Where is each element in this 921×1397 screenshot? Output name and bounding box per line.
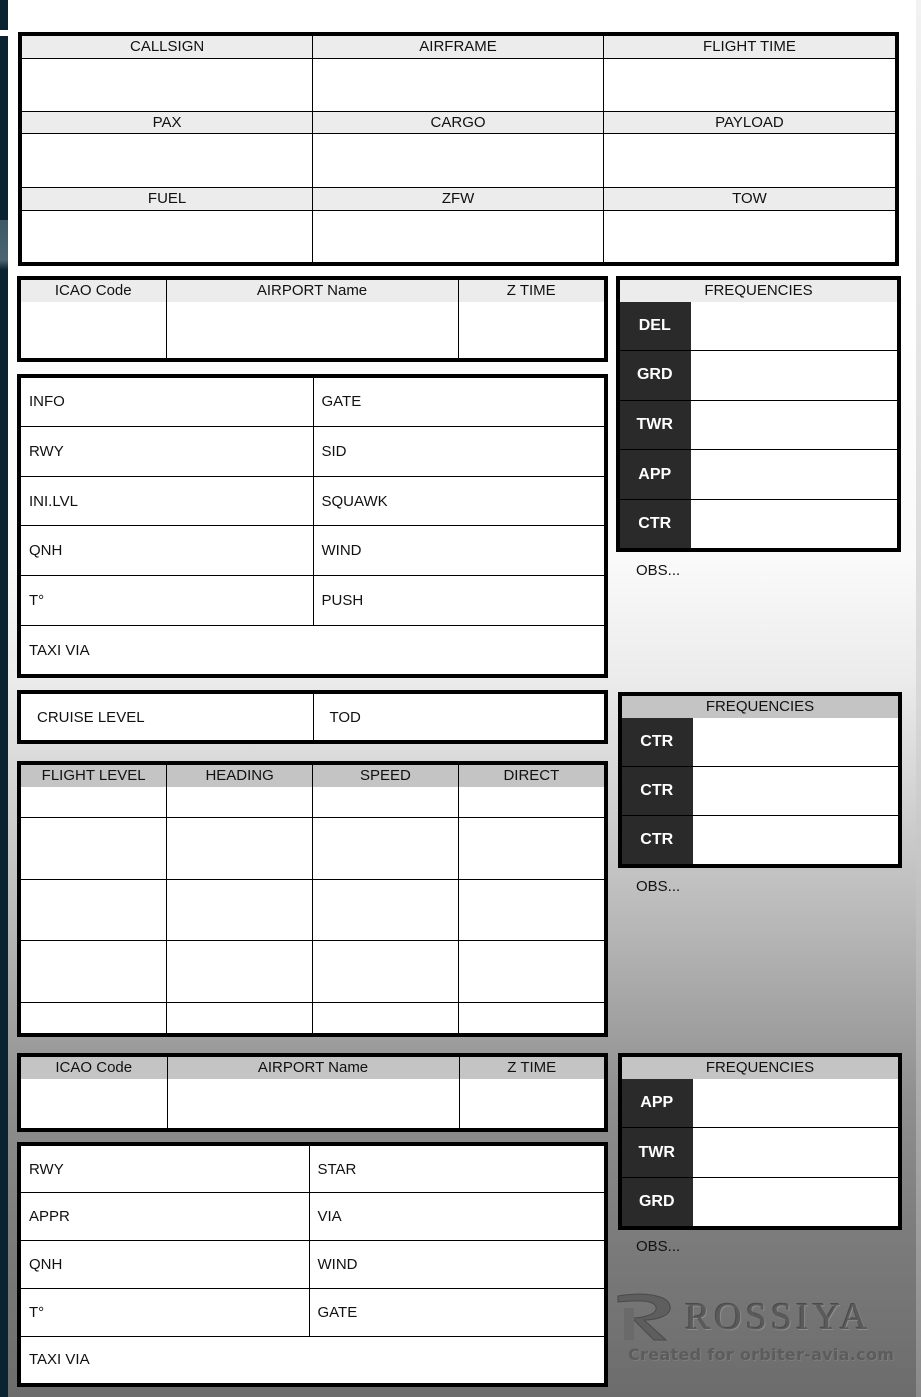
right-edge-strip bbox=[916, 0, 921, 1397]
fuel-field[interactable] bbox=[22, 210, 313, 262]
log-direct-cell[interactable] bbox=[458, 879, 604, 941]
log-direct-cell[interactable] bbox=[458, 787, 604, 818]
departure-details-table bbox=[17, 374, 608, 678]
departure-frequencies-table bbox=[616, 276, 901, 552]
arrival-frequencies-table bbox=[618, 1053, 902, 1230]
enroute-obs-label[interactable]: OBS... bbox=[636, 878, 681, 895]
label-initial-level[interactable]: INI.LVL bbox=[21, 476, 313, 526]
arrival-z-time-field[interactable] bbox=[459, 1079, 604, 1128]
label-taxi-via[interactable]: TAXI VIA bbox=[21, 1336, 604, 1383]
callsign-field[interactable] bbox=[22, 58, 313, 111]
flight-time-field[interactable] bbox=[603, 58, 895, 111]
label-cargo: CARGO bbox=[313, 111, 604, 133]
freq-grd-field[interactable] bbox=[690, 350, 897, 400]
freq-label-app: APP bbox=[622, 1079, 692, 1128]
arrival-icao-field[interactable] bbox=[21, 1079, 167, 1128]
enroute-frequencies-table bbox=[618, 692, 902, 868]
freq-twr-field[interactable] bbox=[690, 400, 897, 450]
log-fl-cell[interactable] bbox=[21, 879, 167, 941]
departure-airport-table bbox=[17, 276, 608, 362]
departure-obs-label[interactable]: OBS... bbox=[636, 562, 681, 579]
log-fl-cell[interactable] bbox=[21, 818, 167, 880]
log-row bbox=[21, 941, 604, 1003]
label-flight-level: FLIGHT LEVEL bbox=[21, 765, 167, 787]
label-wind[interactable]: WIND bbox=[313, 526, 604, 576]
log-row bbox=[21, 1002, 604, 1033]
freq-twr-field[interactable] bbox=[692, 1128, 898, 1178]
departure-icao-field[interactable] bbox=[21, 302, 166, 358]
freq-label-twr: TWR bbox=[622, 1128, 692, 1178]
label-z-time: Z TIME bbox=[458, 280, 604, 302]
frequencies-title: FREQUENCIES bbox=[620, 280, 897, 302]
label-star[interactable]: STAR bbox=[309, 1146, 604, 1193]
cruise-table bbox=[17, 690, 608, 744]
freq-grd-field[interactable] bbox=[692, 1177, 898, 1226]
arrival-obs-label[interactable]: OBS... bbox=[636, 1238, 681, 1255]
label-heading: HEADING bbox=[167, 765, 313, 787]
log-fl-cell[interactable] bbox=[21, 941, 167, 1003]
frequencies-title: FREQUENCIES bbox=[622, 696, 898, 718]
flight-info-table bbox=[18, 32, 899, 266]
label-push[interactable]: PUSH bbox=[313, 576, 604, 626]
label-via[interactable]: VIA bbox=[309, 1193, 604, 1241]
freq-app-field[interactable] bbox=[690, 450, 897, 500]
label-payload: PAYLOAD bbox=[603, 111, 895, 133]
frequencies-title: FREQUENCIES bbox=[622, 1057, 898, 1079]
label-squawk[interactable]: SQUAWK bbox=[313, 476, 604, 526]
label-z-time: Z TIME bbox=[459, 1057, 604, 1079]
log-fl-cell[interactable] bbox=[21, 1002, 167, 1033]
label-fuel: FUEL bbox=[22, 188, 313, 210]
label-callsign: CALLSIGN bbox=[22, 36, 313, 58]
enroute-log-table bbox=[17, 761, 608, 1037]
label-zfw: ZFW bbox=[313, 188, 604, 210]
zfw-field[interactable] bbox=[313, 210, 604, 262]
freq-label-app: APP bbox=[620, 450, 690, 500]
label-tow: TOW bbox=[603, 188, 895, 210]
log-heading-cell[interactable] bbox=[167, 879, 313, 941]
label-cruise-level[interactable]: CRUISE LEVEL bbox=[21, 694, 313, 740]
freq-del-field[interactable] bbox=[690, 302, 897, 350]
rossiya-r-emblem-icon bbox=[610, 1290, 680, 1345]
label-gate[interactable]: GATE bbox=[313, 378, 604, 426]
label-icao-code: ICAO Code bbox=[21, 1057, 167, 1079]
freq-ctr-3-field[interactable] bbox=[692, 816, 898, 864]
freq-label-del: DEL bbox=[620, 302, 690, 350]
log-heading-cell[interactable] bbox=[167, 818, 313, 880]
log-heading-cell[interactable] bbox=[167, 941, 313, 1003]
log-speed-cell[interactable] bbox=[313, 787, 459, 818]
freq-label-grd: GRD bbox=[622, 1177, 692, 1226]
label-rwy[interactable]: RWY bbox=[21, 1146, 309, 1193]
pax-field[interactable] bbox=[22, 134, 313, 188]
freq-label-ctr-2: CTR bbox=[622, 766, 692, 816]
log-direct-cell[interactable] bbox=[458, 1002, 604, 1033]
label-sid[interactable]: SID bbox=[313, 426, 604, 476]
label-pax: PAX bbox=[22, 111, 313, 133]
rossiya-logo bbox=[610, 1285, 920, 1375]
log-row bbox=[21, 818, 604, 880]
label-temperature[interactable]: T° bbox=[21, 576, 313, 626]
log-speed-cell[interactable] bbox=[313, 879, 459, 941]
airframe-field[interactable] bbox=[313, 58, 604, 111]
freq-ctr-2-field[interactable] bbox=[692, 766, 898, 816]
freq-label-ctr-3: CTR bbox=[622, 816, 692, 864]
log-heading-cell[interactable] bbox=[167, 787, 313, 818]
log-row bbox=[21, 879, 604, 941]
label-airport-name: AIRPORT Name bbox=[167, 1057, 459, 1079]
log-speed-cell[interactable] bbox=[313, 818, 459, 880]
label-approach[interactable]: APPR bbox=[21, 1193, 309, 1241]
label-airframe: AIRFRAME bbox=[313, 36, 604, 58]
log-fl-cell[interactable] bbox=[21, 787, 167, 818]
freq-label-twr: TWR bbox=[620, 400, 690, 450]
label-tod[interactable]: TOD bbox=[313, 694, 604, 740]
label-direct: DIRECT bbox=[458, 765, 604, 787]
left-edge-strip bbox=[0, 0, 8, 1397]
logo-tagline: Created for orbiter-avia.com bbox=[628, 1345, 895, 1364]
label-icao-code: ICAO Code bbox=[21, 280, 166, 302]
log-heading-cell[interactable] bbox=[167, 1002, 313, 1033]
arrival-details-table bbox=[17, 1142, 608, 1387]
log-direct-cell[interactable] bbox=[458, 941, 604, 1003]
label-flight-time: FLIGHT TIME bbox=[603, 36, 895, 58]
logo-text: ROSSIYA bbox=[685, 1296, 872, 1338]
departure-airport-name-field[interactable] bbox=[166, 302, 458, 358]
log-speed-cell[interactable] bbox=[313, 1002, 459, 1033]
label-temperature[interactable]: T° bbox=[21, 1288, 309, 1336]
label-gate[interactable]: GATE bbox=[309, 1288, 604, 1336]
payload-field[interactable] bbox=[603, 134, 895, 188]
arrival-airport-table bbox=[17, 1053, 608, 1132]
label-taxi-via[interactable]: TAXI VIA bbox=[21, 626, 604, 674]
freq-label-ctr: CTR bbox=[620, 500, 690, 548]
log-row bbox=[21, 787, 604, 818]
tow-field[interactable] bbox=[603, 210, 895, 262]
log-speed-cell[interactable] bbox=[313, 941, 459, 1003]
label-rwy[interactable]: RWY bbox=[21, 426, 313, 476]
label-airport-name: AIRPORT Name bbox=[166, 280, 458, 302]
label-wind[interactable]: WIND bbox=[309, 1241, 604, 1289]
freq-ctr-1-field[interactable] bbox=[692, 718, 898, 766]
log-direct-cell[interactable] bbox=[458, 818, 604, 880]
label-speed: SPEED bbox=[313, 765, 459, 787]
cargo-field[interactable] bbox=[313, 134, 604, 188]
label-info[interactable]: INFO bbox=[21, 378, 313, 426]
arrival-airport-name-field[interactable] bbox=[167, 1079, 459, 1128]
departure-z-time-field[interactable] bbox=[458, 302, 604, 358]
label-qnh[interactable]: QNH bbox=[21, 1241, 309, 1289]
freq-label-grd: GRD bbox=[620, 350, 690, 400]
freq-ctr-field[interactable] bbox=[690, 500, 897, 548]
freq-app-field[interactable] bbox=[692, 1079, 898, 1128]
freq-label-ctr-1: CTR bbox=[622, 718, 692, 766]
label-qnh[interactable]: QNH bbox=[21, 526, 313, 576]
